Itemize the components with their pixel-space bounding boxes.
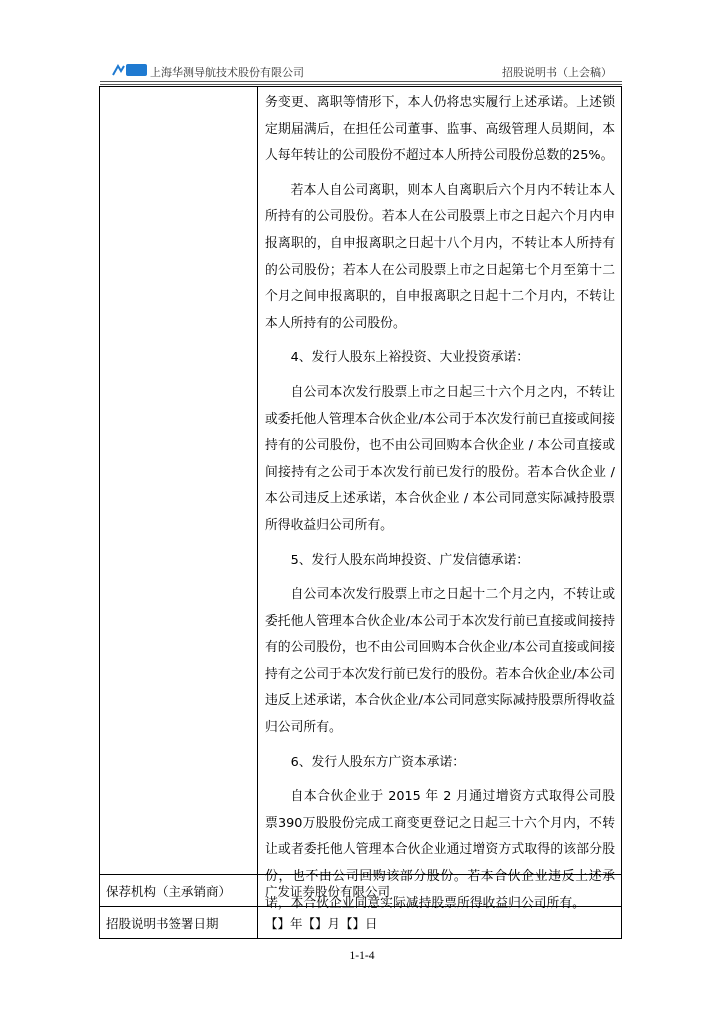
sponsor-row	[100, 874, 621, 906]
document-type: 招股说明书（上会稿）	[502, 66, 612, 79]
signing-date-row	[100, 906, 621, 938]
commitment-label-cell	[100, 87, 258, 874]
section-heading: 6、发行人股东方广资本承诺：	[290, 754, 466, 770]
signing-date-value: 【】年【】月【】日	[265, 915, 378, 931]
section-heading: 5、发行人股东尚坤投资、广发信德承诺：	[290, 552, 530, 568]
paragraph: 自本合伙企业于 2015 年 2 月通过增资方式取得公司股票390万股股份完成工商变更登记之日起三十六个月内，不转让或者委托他人管理本合伙企业通过增资方式取得的该部分股份，也不由公司回购该部分股份。若本合伙企业违反上述承诺，本合伙企业同意实际减持股票所得收益归公司所有。	[265, 789, 615, 911]
signing-date-label: 招股说明书签署日期	[100, 907, 258, 938]
page-header	[100, 60, 624, 82]
header-rule	[100, 81, 622, 82]
header-rule-thin	[100, 84, 622, 85]
company-name: 上海华测导航技术股份有限公司	[150, 66, 304, 79]
paragraph: 自公司本次发行股票上市之日起十二个月之内，不转让或委托他人管理本合伙企业/本公司于本次发行前已直接或间接持有的公司股份，也不由公司回购本合伙企业/本公司直接或间接持有之公司于本次发行前已发行的股份。若本合伙企业/本公司违反上述承诺，本合伙企业/本公司同意实际减持股票所得收益归公司所有。	[265, 587, 615, 736]
sponsor-value: 广发证券股份有限公司	[265, 883, 391, 899]
paragraph: 若本人自公司离职，则本人自离职后六个月内不转让本人所持有的公司股份。若本人在公司股票上市之日起六个月内申报离职的，自申报离职之日起十八个月内，不转让本人所持有的公司股份；若本人在公司股票上市之日起第七个月至第十二个月之间申报离职的，自申报离职之日起十二个月内，不转让本人所持有的公司股份。	[265, 182, 615, 331]
page-number: 1-1-4	[349, 950, 375, 962]
sponsor-label: 保荐机构（主承销商）	[100, 875, 258, 906]
paragraph: 自公司本次发行股票上市之日起三十六个月之内，不转让或委托他人管理本合伙企业/本公司于本次发行前已直接或间接持有的公司股份，也不由公司回购本合伙企业 / 本公司直接或间接持有之公司于本次发行前已发行的股份。若本合伙企业 / 本公司违反上述承诺，本合伙企业 / 本公司同意实际减持股票所得收益归公司所有。	[265, 384, 615, 533]
info-table	[99, 86, 622, 939]
paragraph: 务变更、离职等情形下，本人仍将忠实履行上述承诺。上述锁定期届满后，在担任公司董事、监事、高级管理人员期间，本人每年转让的公司股份不超过本人所持公司股份总数的25%。	[265, 95, 615, 164]
section-heading: 4、发行人股东上裕投资、大业投资承诺：	[290, 350, 530, 366]
company-logo	[112, 63, 148, 77]
